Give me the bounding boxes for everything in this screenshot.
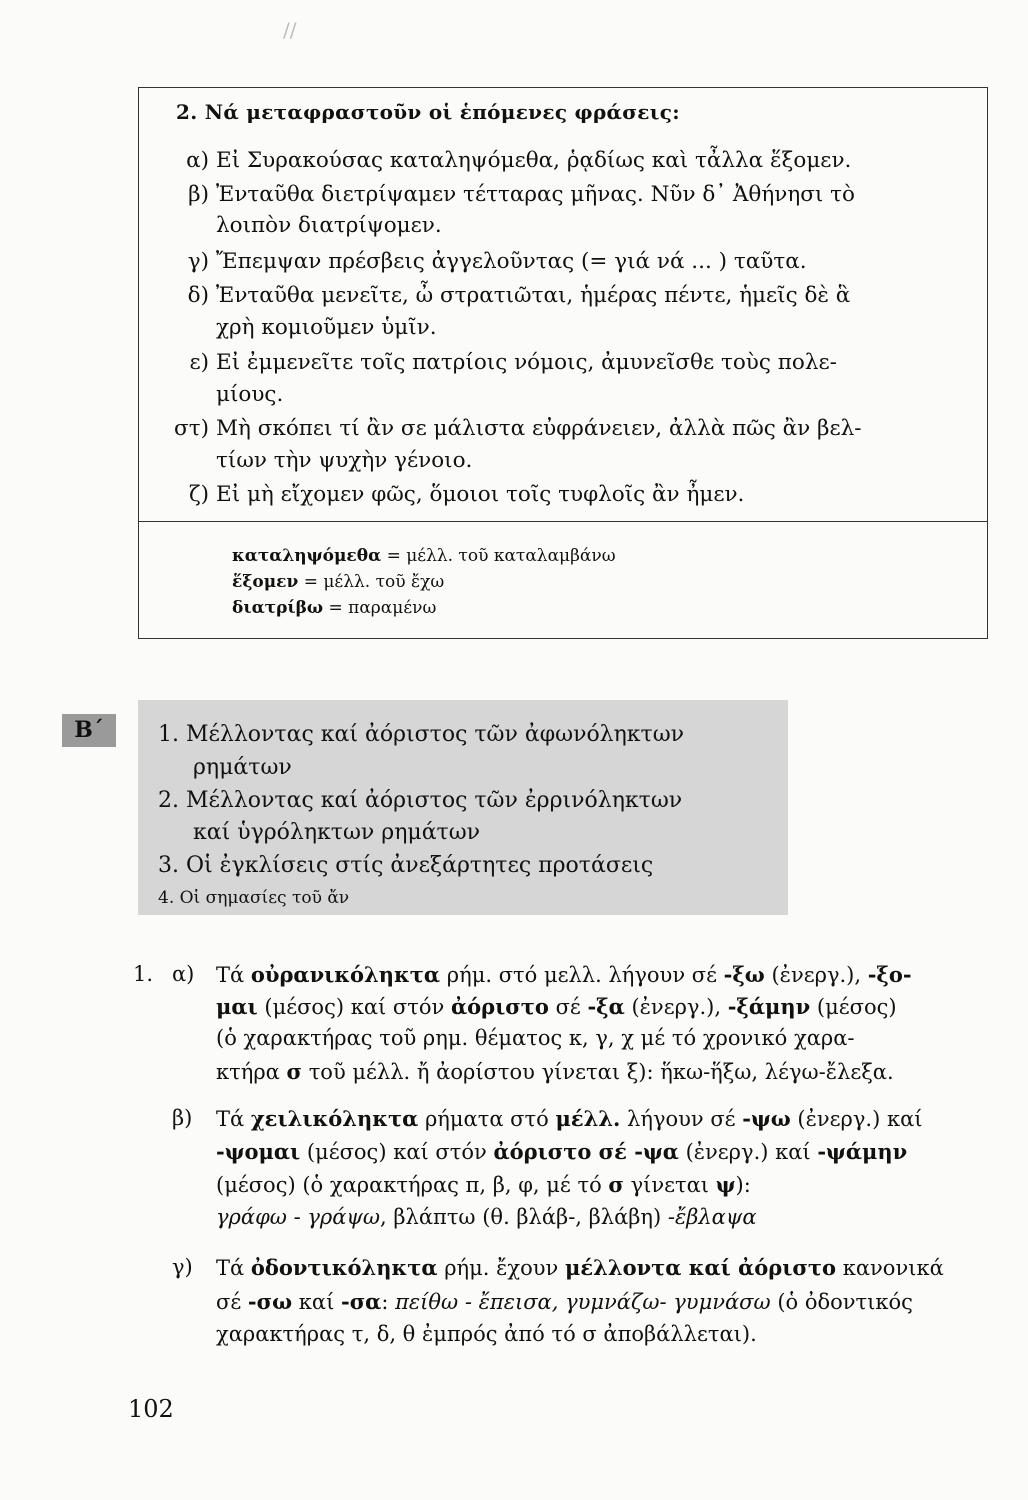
item-label: γ) bbox=[187, 249, 209, 274]
item-text: Εἰ μὴ εἴχομεν φῶς, ὅμοιοι τοῖς τυφλοῖς ἂν ἦμεν. bbox=[216, 482, 745, 507]
vocab-line bbox=[232, 598, 436, 618]
vocab-def: = μέλλ. τοῦ ἔχω bbox=[298, 572, 445, 592]
body-line: μαι (μέσος) καί στόν ἀόριστο σέ -ξα (ἐνεργ.), -ξάμην (μέσος) bbox=[216, 994, 897, 1019]
body-line: Τά χειλικόληκτα ρήματα στό μέλλ. λήγουν σέ -ψω (ἐνεργ.) καί bbox=[216, 1106, 923, 1131]
topic-line: 1. Μέλλοντας καί ἀόριστος τῶν ἀφωνόληκτων bbox=[158, 722, 685, 747]
item-text: τίων τὴν ψυχὴν γένοιο. bbox=[216, 448, 473, 473]
item-text: Ἔπεμψαν πρέσβεις ἀγγελοῦντας (= γιά νά ... ) ταῦτα. bbox=[216, 249, 807, 274]
topic-line: 4. Οἱ σημασίες τοῦ ἄν bbox=[158, 888, 350, 908]
vocab-line bbox=[232, 546, 616, 566]
box-divider bbox=[139, 521, 987, 522]
body-line: σέ -σω καί -σα: πείθω - ἔπεισα, γυμνάζω- γυμνάσω (ὁ ὀδοντικός bbox=[216, 1289, 913, 1314]
vocab-line bbox=[232, 572, 444, 592]
item-label: β) bbox=[188, 182, 209, 207]
vocab-term: ἕξομεν bbox=[232, 572, 299, 592]
body-line: -ψομαι (μέσος) καί στόν ἀόριστο σέ -ψα (ἐνεργ.) καί -ψάμην bbox=[216, 1139, 908, 1164]
topic-line: ρημάτων bbox=[193, 755, 292, 780]
body-line: (ὁ χαρακτήρας τοῦ ρημ. θέματος κ, γ, χ μέ τό χρονικό χαρα- bbox=[216, 1026, 855, 1050]
item-text: Ἐνταῦθα μενεῖτε, ὦ στρατιῶται, ἡμέρας πέντε, ἡμεῖς δὲ ἃ bbox=[216, 283, 851, 308]
body-label-b: β) bbox=[172, 1106, 193, 1130]
section-badge: Β΄ bbox=[62, 714, 116, 747]
topic-line: 2. Μέλλοντας καί ἀόριστος τῶν ἐρρινόληκτων bbox=[158, 788, 683, 813]
item-label: στ) bbox=[174, 416, 209, 441]
vocab-def: = παραμένω bbox=[323, 598, 437, 618]
exercise-box bbox=[138, 87, 988, 639]
item-text: Ἐνταῦθα διετρίψαμεν τέτταρας μῆνας. Νῦν δ᾽ Ἀθήνησι τὸ bbox=[216, 182, 855, 207]
vocab-term: καταληψόμεθα bbox=[232, 546, 382, 566]
item-text: χρὴ κομιοῦμεν ὑμῖν. bbox=[216, 315, 437, 340]
page-number: 102 bbox=[128, 1395, 174, 1423]
item-text: λοιπὸν διατρίψομεν. bbox=[216, 213, 442, 238]
topic-line: καί ὑγρόληκτων ρημάτων bbox=[193, 820, 481, 845]
body-label-c: γ) bbox=[172, 1255, 193, 1279]
item-label: δ) bbox=[187, 283, 209, 308]
body-number: 1. bbox=[133, 962, 154, 986]
topic-line: 3. Οἱ ἐγκλίσεις στίς ἀνεξάρτητες προτάσεις bbox=[158, 853, 654, 878]
vocab-def: = μέλλ. τοῦ καταλαμβάνω bbox=[381, 546, 616, 566]
item-text: Μὴ σκόπει τί ἂν σε μάλιστα εὐφράνειεν, ἀλλὰ πῶς ἂν βελ- bbox=[216, 416, 862, 441]
item-label: ε) bbox=[189, 350, 209, 375]
body-label-a: α) bbox=[172, 962, 195, 986]
body-line: γράφω - γράψω, βλάπτω (θ. βλάβ-, βλάβη) -ἔβλαψα bbox=[216, 1205, 757, 1229]
item-text: Εἰ ἐμμενεῖτε τοῖς πατρίοις νόμοις, ἀμυνεῖσθε τοὺς πολε- bbox=[216, 350, 837, 375]
item-label: α) bbox=[186, 148, 209, 173]
body-line: (μέσος) (ὁ χαρακτήρας π, β, φ, μέ τό σ γίνεται ψ): bbox=[216, 1172, 751, 1197]
body-line: χαρακτήρας τ, δ, θ ἐμπρός ἀπό τό σ ἀποβάλλεται). bbox=[216, 1322, 757, 1346]
vocab-term: διατρίβω bbox=[232, 598, 324, 618]
item-text: Εἰ Συρακούσας καταληψόμεθα, ῥᾳδίως καὶ τἆλλα ἕξομεν. bbox=[216, 148, 852, 173]
item-label: ζ) bbox=[188, 482, 209, 507]
body-line: κτήρα σ τοῦ μέλλ. ἤ ἀορίστου γίνεται ξ): ἥκω-ἥξω, λέγω-ἔλεξα. bbox=[216, 1059, 894, 1084]
exercise-title: 2. Νά μεταφραστοῦν οἱ ἑπόμενες φράσεις: bbox=[176, 100, 680, 124]
body-line: Τά οὐρανικόληκτα ρήμ. στό μελλ. λήγουν σέ -ξω (ἐνεργ.), -ξο- bbox=[216, 962, 912, 987]
item-text: μίους. bbox=[216, 382, 284, 407]
body-line: Τά ὀδοντικόληκτα ρήμ. ἔχουν μέλλοντα καί ἀόριστο κανονικά bbox=[216, 1255, 944, 1280]
scan-mark: // bbox=[283, 18, 297, 42]
